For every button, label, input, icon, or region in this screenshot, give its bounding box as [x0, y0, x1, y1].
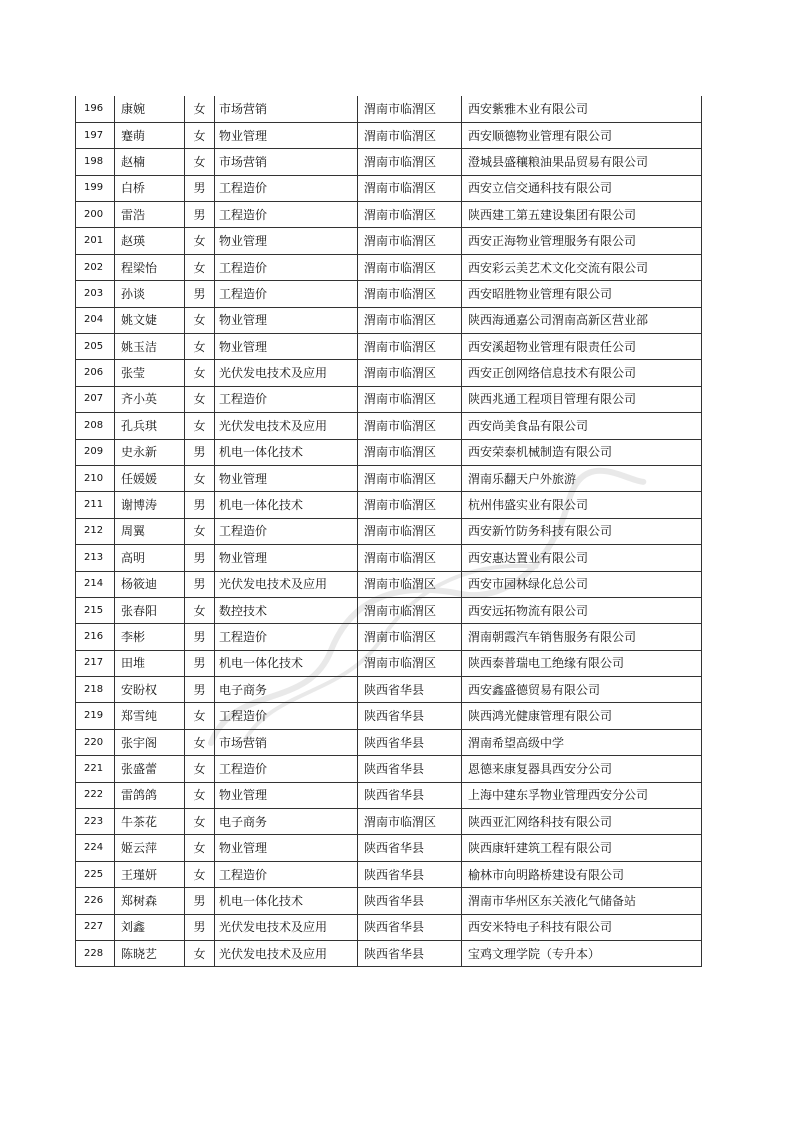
student-major: 光伏发电技术及应用 — [215, 571, 358, 597]
home-region: 陕西省华县 — [358, 861, 462, 887]
student-major: 光伏发电技术及应用 — [215, 914, 358, 940]
row-number: 223 — [76, 809, 115, 835]
student-name: 姬云萍 — [115, 835, 185, 861]
table-row — [76, 782, 702, 808]
home-region: 渭南市临渭区 — [358, 149, 462, 175]
student-name: 王瑾妍 — [115, 861, 185, 887]
home-region: 渭南市临渭区 — [358, 518, 462, 544]
student-name: 刘鑫 — [115, 914, 185, 940]
home-region: 渭南市临渭区 — [358, 96, 462, 122]
employer-name: 渭南希望高级中学 — [462, 729, 702, 755]
student-major: 机电一体化技术 — [215, 492, 358, 518]
table-row — [76, 703, 702, 729]
student-major: 机电一体化技术 — [215, 888, 358, 914]
table-row — [76, 386, 702, 412]
employer-name: 杭州伟盛实业有限公司 — [462, 492, 702, 518]
student-gender: 男 — [185, 624, 215, 650]
student-gender: 男 — [185, 677, 215, 703]
home-region: 渭南市临渭区 — [358, 307, 462, 333]
employer-name: 西安新竹防务科技有限公司 — [462, 518, 702, 544]
home-region: 陕西省华县 — [358, 941, 462, 967]
row-number: 196 — [76, 96, 115, 122]
student-major: 数控技术 — [215, 597, 358, 623]
table-row — [76, 149, 702, 175]
row-number: 200 — [76, 202, 115, 228]
employer-name: 陕西鸿光健康管理有限公司 — [462, 703, 702, 729]
student-name: 郑雪纯 — [115, 703, 185, 729]
table-row — [76, 360, 702, 386]
student-major: 工程造价 — [215, 175, 358, 201]
student-major: 光伏发电技术及应用 — [215, 413, 358, 439]
student-name: 雷浩 — [115, 202, 185, 228]
table-body — [76, 96, 702, 967]
employer-name: 西安正创网络信息技术有限公司 — [462, 360, 702, 386]
student-name: 张盛蕾 — [115, 756, 185, 782]
student-gender: 女 — [185, 809, 215, 835]
student-name: 白桥 — [115, 175, 185, 201]
table-row — [76, 677, 702, 703]
student-gender: 女 — [185, 729, 215, 755]
table-row — [76, 571, 702, 597]
home-region: 陕西省华县 — [358, 835, 462, 861]
student-major: 物业管理 — [215, 782, 358, 808]
row-number: 221 — [76, 756, 115, 782]
row-number: 214 — [76, 571, 115, 597]
table-row — [76, 756, 702, 782]
student-name: 康婉 — [115, 96, 185, 122]
home-region: 陕西省华县 — [358, 914, 462, 940]
table-row — [76, 439, 702, 465]
student-name: 周翼 — [115, 518, 185, 544]
student-gender: 女 — [185, 835, 215, 861]
table-row — [76, 334, 702, 360]
home-region: 陕西省华县 — [358, 729, 462, 755]
row-number: 215 — [76, 597, 115, 623]
table-row — [76, 597, 702, 623]
student-gender: 男 — [185, 202, 215, 228]
student-major: 工程造价 — [215, 624, 358, 650]
employer-name: 西安市园林绿化总公司 — [462, 571, 702, 597]
home-region: 渭南市临渭区 — [358, 809, 462, 835]
employer-name: 陕西建工第五建设集团有限公司 — [462, 202, 702, 228]
table-row — [76, 518, 702, 544]
row-number: 226 — [76, 888, 115, 914]
employer-name: 西安顺德物业管理有限公司 — [462, 122, 702, 148]
row-number: 202 — [76, 254, 115, 280]
student-gender: 女 — [185, 96, 215, 122]
student-name: 高明 — [115, 545, 185, 571]
student-gender: 女 — [185, 597, 215, 623]
table-row — [76, 202, 702, 228]
home-region: 陕西省华县 — [358, 782, 462, 808]
student-major: 工程造价 — [215, 386, 358, 412]
home-region: 渭南市临渭区 — [358, 386, 462, 412]
student-gender: 男 — [185, 914, 215, 940]
table-row — [76, 175, 702, 201]
row-number: 207 — [76, 386, 115, 412]
student-name: 张春阳 — [115, 597, 185, 623]
row-number: 227 — [76, 914, 115, 940]
row-number: 225 — [76, 861, 115, 887]
student-major: 工程造价 — [215, 281, 358, 307]
student-gender: 女 — [185, 122, 215, 148]
student-gender: 女 — [185, 703, 215, 729]
home-region: 陕西省华县 — [358, 677, 462, 703]
table-row — [76, 307, 702, 333]
home-region: 渭南市临渭区 — [358, 465, 462, 491]
table-row — [76, 624, 702, 650]
employer-name: 上海中建东孚物业管理西安分公司 — [462, 782, 702, 808]
table-row — [76, 941, 702, 967]
table-row — [76, 228, 702, 254]
student-gender: 女 — [185, 756, 215, 782]
table-row — [76, 413, 702, 439]
employer-name: 陕西兆通工程项目管理有限公司 — [462, 386, 702, 412]
employer-name: 西安惠达置业有限公司 — [462, 545, 702, 571]
student-gender: 女 — [185, 149, 215, 175]
employer-name: 陕西亚汇网络科技有限公司 — [462, 809, 702, 835]
student-major: 市场营销 — [215, 149, 358, 175]
home-region: 渭南市临渭区 — [358, 597, 462, 623]
student-name: 蹇萌 — [115, 122, 185, 148]
table-row — [76, 492, 702, 518]
row-number: 217 — [76, 650, 115, 676]
student-major: 工程造价 — [215, 861, 358, 887]
row-number: 228 — [76, 941, 115, 967]
student-name: 赵瑛 — [115, 228, 185, 254]
student-major: 机电一体化技术 — [215, 650, 358, 676]
table-row — [76, 888, 702, 914]
student-gender: 女 — [185, 465, 215, 491]
student-name: 牛茶花 — [115, 809, 185, 835]
home-region: 渭南市临渭区 — [358, 492, 462, 518]
student-gender: 女 — [185, 334, 215, 360]
student-gender: 女 — [185, 307, 215, 333]
student-name: 谢博涛 — [115, 492, 185, 518]
row-number: 201 — [76, 228, 115, 254]
student-major: 光伏发电技术及应用 — [215, 941, 358, 967]
student-major: 市场营销 — [215, 729, 358, 755]
employer-name: 渭南朝霞汽车销售服务有限公司 — [462, 624, 702, 650]
home-region: 陕西省华县 — [358, 888, 462, 914]
graduate-employment-table — [75, 96, 702, 967]
employer-name: 陕西泰普瑞电工绝缘有限公司 — [462, 650, 702, 676]
student-major: 物业管理 — [215, 307, 358, 333]
home-region: 渭南市临渭区 — [358, 413, 462, 439]
employer-name: 西安紫雅木业有限公司 — [462, 96, 702, 122]
row-number: 209 — [76, 439, 115, 465]
employer-name: 西安正海物业管理服务有限公司 — [462, 228, 702, 254]
student-gender: 男 — [185, 545, 215, 571]
row-number: 212 — [76, 518, 115, 544]
table-row — [76, 545, 702, 571]
employer-name: 西安荣泰机械制造有限公司 — [462, 439, 702, 465]
student-major: 电子商务 — [215, 677, 358, 703]
table-row — [76, 729, 702, 755]
student-major: 物业管理 — [215, 228, 358, 254]
student-name: 任媛媛 — [115, 465, 185, 491]
student-name: 姚玉洁 — [115, 334, 185, 360]
student-gender: 男 — [185, 888, 215, 914]
student-gender: 男 — [185, 650, 215, 676]
row-number: 220 — [76, 729, 115, 755]
student-name: 雷鸽鸽 — [115, 782, 185, 808]
student-gender: 女 — [185, 386, 215, 412]
table-row — [76, 861, 702, 887]
employer-name: 西安昭胜物业管理有限公司 — [462, 281, 702, 307]
home-region: 渭南市临渭区 — [358, 624, 462, 650]
row-number: 213 — [76, 545, 115, 571]
student-name: 赵楠 — [115, 149, 185, 175]
table-row — [76, 465, 702, 491]
row-number: 206 — [76, 360, 115, 386]
student-major: 光伏发电技术及应用 — [215, 360, 358, 386]
table-row — [76, 914, 702, 940]
home-region: 渭南市临渭区 — [358, 571, 462, 597]
employer-name: 西安溪超物业管理有限责任公司 — [462, 334, 702, 360]
home-region: 渭南市临渭区 — [358, 334, 462, 360]
home-region: 渭南市临渭区 — [358, 281, 462, 307]
student-major: 物业管理 — [215, 334, 358, 360]
student-major: 工程造价 — [215, 518, 358, 544]
table-row — [76, 254, 702, 280]
home-region: 渭南市临渭区 — [358, 439, 462, 465]
student-major: 工程造价 — [215, 202, 358, 228]
student-name: 田堆 — [115, 650, 185, 676]
student-gender: 女 — [185, 228, 215, 254]
row-number: 198 — [76, 149, 115, 175]
student-major: 市场营销 — [215, 96, 358, 122]
employer-name: 渭南乐翻天户外旅游 — [462, 465, 702, 491]
student-name: 史永新 — [115, 439, 185, 465]
home-region: 渭南市临渭区 — [358, 650, 462, 676]
student-gender: 女 — [185, 360, 215, 386]
student-gender: 男 — [185, 571, 215, 597]
home-region: 渭南市临渭区 — [358, 545, 462, 571]
student-major: 机电一体化技术 — [215, 439, 358, 465]
home-region: 渭南市临渭区 — [358, 202, 462, 228]
employer-name: 陕西海通嘉公司渭南高新区营业部 — [462, 307, 702, 333]
employer-name: 西安鑫盛德贸易有限公司 — [462, 677, 702, 703]
student-name: 孔兵琪 — [115, 413, 185, 439]
student-major: 工程造价 — [215, 254, 358, 280]
row-number: 219 — [76, 703, 115, 729]
table-row — [76, 650, 702, 676]
student-major: 物业管理 — [215, 835, 358, 861]
student-name: 张莹 — [115, 360, 185, 386]
row-number: 216 — [76, 624, 115, 650]
employer-name: 西安米特电子科技有限公司 — [462, 914, 702, 940]
student-major: 物业管理 — [215, 122, 358, 148]
row-number: 204 — [76, 307, 115, 333]
table-row — [76, 96, 702, 122]
student-name: 郑树森 — [115, 888, 185, 914]
student-name: 孙谈 — [115, 281, 185, 307]
home-region: 渭南市临渭区 — [358, 228, 462, 254]
employer-name: 陕西康轩建筑工程有限公司 — [462, 835, 702, 861]
employer-name: 澄城县盛穰粮油果品贸易有限公司 — [462, 149, 702, 175]
home-region: 渭南市临渭区 — [358, 254, 462, 280]
student-gender: 男 — [185, 492, 215, 518]
student-gender: 男 — [185, 439, 215, 465]
student-gender: 女 — [185, 518, 215, 544]
employer-name: 宝鸡文理学院（专升本） — [462, 941, 702, 967]
row-number: 211 — [76, 492, 115, 518]
employer-name: 西安远拓物流有限公司 — [462, 597, 702, 623]
home-region: 渭南市临渭区 — [358, 360, 462, 386]
student-name: 程梁怡 — [115, 254, 185, 280]
home-region: 渭南市临渭区 — [358, 122, 462, 148]
student-gender: 女 — [185, 782, 215, 808]
table-row — [76, 809, 702, 835]
student-name: 安盼权 — [115, 677, 185, 703]
student-gender: 男 — [185, 175, 215, 201]
student-gender: 女 — [185, 941, 215, 967]
row-number: 199 — [76, 175, 115, 201]
student-major: 电子商务 — [215, 809, 358, 835]
student-gender: 男 — [185, 281, 215, 307]
student-major: 工程造价 — [215, 703, 358, 729]
row-number: 197 — [76, 122, 115, 148]
student-name: 李彬 — [115, 624, 185, 650]
student-major: 工程造价 — [215, 756, 358, 782]
student-name: 杨筱迪 — [115, 571, 185, 597]
student-name: 齐小英 — [115, 386, 185, 412]
student-gender: 女 — [185, 254, 215, 280]
row-number: 205 — [76, 334, 115, 360]
student-major: 物业管理 — [215, 465, 358, 491]
row-number: 210 — [76, 465, 115, 491]
employer-name: 恩德来康复器具西安分公司 — [462, 756, 702, 782]
student-name: 陈晓艺 — [115, 941, 185, 967]
row-number: 224 — [76, 835, 115, 861]
home-region: 陕西省华县 — [358, 703, 462, 729]
student-name: 姚文婕 — [115, 307, 185, 333]
student-major: 物业管理 — [215, 545, 358, 571]
employer-name: 渭南市华州区东关液化气储备站 — [462, 888, 702, 914]
employer-name: 西安立信交通科技有限公司 — [462, 175, 702, 201]
employer-name: 榆林市向明路桥建设有限公司 — [462, 861, 702, 887]
row-number: 203 — [76, 281, 115, 307]
row-number: 218 — [76, 677, 115, 703]
table-row — [76, 835, 702, 861]
student-gender: 女 — [185, 413, 215, 439]
table-row — [76, 122, 702, 148]
home-region: 陕西省华县 — [358, 756, 462, 782]
student-gender: 女 — [185, 861, 215, 887]
employer-name: 西安彩云美艺术文化交流有限公司 — [462, 254, 702, 280]
student-name: 张宇阁 — [115, 729, 185, 755]
row-number: 208 — [76, 413, 115, 439]
employer-name: 西安尚美食品有限公司 — [462, 413, 702, 439]
row-number: 222 — [76, 782, 115, 808]
home-region: 渭南市临渭区 — [358, 175, 462, 201]
table-row — [76, 281, 702, 307]
